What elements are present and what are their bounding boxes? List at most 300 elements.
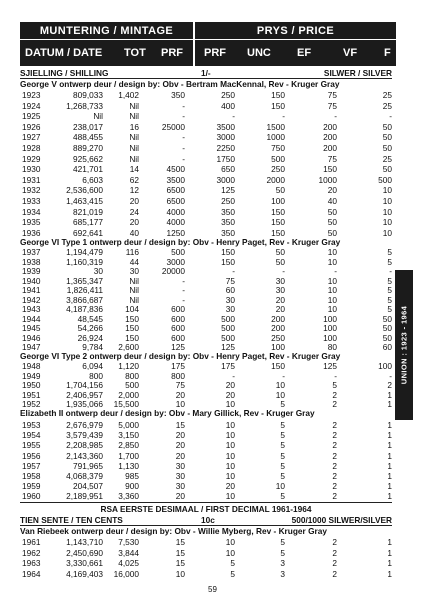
cell-price-vf: 150 [323,164,337,175]
cell-price-vf: 20 [327,185,337,196]
table-row [20,196,392,206]
cell-price-f: 60 [382,342,392,352]
cell-price-ef: 5 [280,537,285,547]
cell-year: 1931 [22,174,41,185]
cell-year: 1939 [22,266,41,276]
cell-price-vf: 5 [332,380,337,390]
cell-price-vf: 10 [327,294,337,305]
table-row [20,461,392,471]
cell-price-prf: 600 [171,323,185,333]
cell-price-vf: 2 [332,537,337,547]
design-heading: George VI Type 2 ontwerp deur / design by: Obv - Henry Paget, Rev - Kruger Gray [20,351,341,361]
cell-tot: 3,579,439 [66,430,103,441]
cell-price-prf: - [182,132,185,143]
cell-price-f: 500 [378,174,392,185]
cell-year: 1945 [22,323,41,333]
section-metal: SILWER / SILVER [323,68,392,78]
cell-price-ef: 150 [271,217,285,228]
section-name: SJIELLING / SHILLING [20,68,109,78]
table-row [20,380,392,390]
cell-price-vf: 2 [332,440,337,451]
cell-price-vf: 2 [332,460,337,471]
cell-price-vf: 2 [332,430,337,441]
cell-price-vf: 75 [327,90,337,100]
cell-price-f: 1 [387,547,392,558]
cell-prf: Nil [129,294,139,305]
cell-price-prf: 30 [175,460,185,471]
decimal-title: RSA EERSTE DESIMAAL / FIRST DECIMAL 1961-1964 [100,504,312,514]
cell-year: 1964 [22,568,41,579]
cell-price-vf: 10 [327,247,337,257]
cell-price-unc: 10 [225,547,235,558]
cell-price-unc: 10 [225,537,235,547]
cell-price-vf: 10 [327,304,337,314]
cell-price-f: 1 [387,399,392,409]
cell-price-vf: 100 [323,323,337,333]
table-row [20,314,392,324]
cell-price-vf: 10 [327,275,337,286]
cell-prf: 2,600 [118,342,139,352]
cell-year: 1929 [22,153,41,164]
cell-price-prf: 30 [175,471,185,481]
table-row [20,537,392,547]
cell-price-prf: 20 [175,440,185,451]
cell-price-ef: 150 [271,100,285,111]
cell-price-ef: 200 [271,313,285,324]
cell-tot: 48,545 [77,313,103,324]
cell-price-prf: 600 [171,304,185,314]
cell-price-prf: 600 [171,332,185,343]
table-row [20,285,392,295]
cell-price-vf: 100 [323,332,337,343]
cell-price-ef: - [282,266,285,276]
cell-price-ef: 500 [271,153,285,164]
cell-year: 1930 [22,164,41,175]
cell-year: 1955 [22,440,41,451]
cell-price-f: 1 [387,450,392,461]
cell-price-prf: 600 [171,313,185,324]
cell-price-f: 1 [387,440,392,451]
cell-price-vf: 2 [332,420,337,430]
cell-tot: 1,704,156 [66,380,103,390]
cell-year: 1942 [22,294,41,305]
cell-price-unc: 20 [225,481,235,492]
cell-price-f: 10 [382,196,392,206]
cell-price-prf: 20 [175,430,185,441]
table-row [20,247,392,257]
cell-price-prf: 4000 [166,217,185,228]
cell-year: 1948 [22,361,41,371]
cell-price-prf: 10 [175,399,185,409]
cell-price-ef: 750 [271,143,285,153]
table-row [20,154,392,164]
cell-prf: 2,000 [118,389,139,400]
cell-price-unc: 3500 [216,121,235,132]
cell-price-unc: 400 [221,100,235,111]
cell-prf: 16 [129,121,139,132]
mintage-column-headers [20,40,193,66]
cell-tot: 2,406,957 [66,389,103,400]
table-row [20,451,392,461]
cell-price-unc: 10 [225,399,235,409]
price-header-label: PRYS / PRICE [256,24,335,37]
cell-prf: 1,130 [118,460,139,471]
cell-tot: 2,208,985 [66,440,103,451]
cell-price-ef: 3 [280,558,285,569]
section-denomination: 10c [201,515,215,525]
section-title-decimal [20,504,392,514]
cell-price-ef: 150 [271,361,285,371]
cell-price-ef: 50 [275,256,285,267]
cell-tot: 9,784 [82,342,103,352]
cell-price-f: 1 [387,537,392,547]
cell-price-ef: 5 [280,420,285,430]
cell-price-ef: 50 [275,185,285,196]
cell-price-prf: 6500 [166,196,185,206]
col-header-vf: VF [343,47,358,59]
cell-prf: 12 [129,185,139,196]
cell-prf: Nil [129,153,139,164]
cell-prf: 150 [125,313,139,324]
cell-tot: 800 [89,370,103,381]
cell-year: 1923 [22,90,41,100]
cell-price-prf: 1250 [166,227,185,238]
cell-price-prf: 75 [175,380,185,390]
section-name: TIEN SENTE / TEN CENTS [20,515,123,525]
cell-prf: 30 [129,266,139,276]
divider [20,502,392,503]
mintage-header [20,22,193,39]
table-row [20,569,392,579]
cell-tot: 54,266 [77,323,103,333]
cell-tot: 1,463,415 [66,196,103,206]
cell-prf: 20 [129,196,139,206]
cell-price-vf: 2 [332,547,337,558]
cell-price-unc: - [232,111,235,122]
cell-tot: 204,507 [73,481,103,492]
table-row [20,481,392,491]
table-row [20,276,392,286]
cell-price-f: 10 [382,217,392,228]
table-row [20,390,392,400]
table-row [20,333,392,343]
cell-price-unc: 10 [225,420,235,430]
design-heading: Van Riebeek ontwerp deur / design by: Obv - Willie Myberg, Rev - Kruger Gray [20,526,327,536]
mintage-header-label: MUNTERING / MINTAGE [39,24,174,37]
cell-tot: 1,935,066 [66,399,103,409]
cell-price-unc: 30 [225,304,235,314]
cell-price-prf: 4500 [166,164,185,175]
cell-prf: 2,850 [118,440,139,451]
cell-tot: 4,068,379 [66,471,103,481]
cell-tot: 26,924 [77,332,103,343]
cell-price-f: 25 [382,153,392,164]
table-row [20,143,392,153]
cell-price-prf: 20 [175,450,185,461]
cell-tot: 4,169,403 [66,568,103,579]
cell-price-vf: 10 [327,256,337,267]
cell-price-ef: 150 [271,227,285,238]
cell-price-ef: 20 [275,304,285,314]
cell-prf: 16,000 [113,568,139,579]
cell-year: 1949 [22,370,41,381]
cell-price-f: 50 [382,332,392,343]
cell-price-unc: 1750 [216,153,235,164]
cell-price-vf: 75 [327,100,337,111]
cell-price-prf: - [182,111,185,122]
cell-price-prf: - [182,294,185,305]
table-row [20,430,392,440]
cell-price-prf: - [182,153,185,164]
cell-price-prf: 25000 [161,121,185,132]
cell-price-f: 1 [387,471,392,481]
cell-prf: 3,360 [118,491,139,502]
cell-price-prf: 175 [171,361,185,371]
cell-price-prf: 20 [175,389,185,400]
cell-price-f: 1 [387,389,392,400]
cell-price-ef: 5 [280,450,285,461]
cell-price-vf: 2 [332,491,337,502]
col-header-prf: PRF [161,47,183,59]
cell-prf: 15,500 [113,399,139,409]
col-header-unc: UNC [247,47,271,59]
cell-tot: 2,536,600 [66,185,103,196]
cell-price-unc: 60 [225,285,235,295]
cell-tot: 6,094 [82,361,103,371]
cell-price-f: 1 [387,568,392,579]
cell-price-unc: 10 [225,491,235,502]
cell-prf: Nil [129,285,139,295]
cell-year: 1953 [22,420,41,430]
cell-prf: 7,530 [118,537,139,547]
cell-tot: 1,268,733 [66,100,103,111]
cell-price-unc: 3000 [216,132,235,143]
cell-price-prf: - [182,285,185,295]
table-row [20,295,392,305]
cell-price-ef: 150 [271,206,285,217]
cell-prf: 500 [125,380,139,390]
cell-tot: 421,701 [73,164,103,175]
cell-year: 1947 [22,342,41,352]
cell-price-f: 25 [382,90,392,100]
cell-price-unc: 500 [221,313,235,324]
table-row [20,420,392,430]
section-heading-shilling [20,68,392,78]
col-header-date: DATUM / DATE [25,47,103,59]
cell-price-vf: 2 [332,568,337,579]
cell-price-ef: 100 [271,196,285,206]
cell-price-unc: 10 [225,430,235,441]
table-row [20,164,392,174]
table-row [20,304,392,314]
cell-price-unc: 10 [225,471,235,481]
cell-price-unc: 125 [221,342,235,352]
cell-prf: 1,120 [118,361,139,371]
cell-price-ef: 5 [280,440,285,451]
cell-price-prf: 10 [175,568,185,579]
cell-price-vf: 2 [332,558,337,569]
cell-price-f: 1 [387,430,392,441]
cell-year: 1936 [22,227,41,238]
cell-price-f: 50 [382,164,392,175]
cell-price-ef: 10 [275,389,285,400]
cell-year: 1957 [22,460,41,471]
cell-price-unc: 10 [225,460,235,471]
table-row [20,132,392,142]
cell-prf: Nil [129,275,139,286]
cell-tot: 692,641 [73,227,103,238]
cell-price-vf: - [334,266,337,276]
cell-price-ef: - [282,111,285,122]
cell-year: 1960 [22,491,41,502]
cell-price-prf: 3000 [166,256,185,267]
table-row [20,111,392,121]
cell-price-f: 5 [387,247,392,257]
cell-year: 1958 [22,471,41,481]
cell-price-vf: 2 [332,481,337,492]
cell-year: 1937 [22,247,41,257]
cell-price-f: 1 [387,481,392,492]
cell-tot: 1,143,710 [66,537,103,547]
table-row [20,548,392,558]
cell-price-ef: 30 [275,285,285,295]
cell-price-prf: 3500 [166,174,185,185]
cell-prf: 3,844 [118,547,139,558]
section-heading-ten-cents [20,515,392,525]
cell-price-unc: 650 [221,164,235,175]
cell-year: 1927 [22,132,41,143]
cell-price-unc: - [232,266,235,276]
cell-year: 1954 [22,430,41,441]
cell-price-ef: 30 [275,275,285,286]
cell-prf: 5,000 [118,420,139,430]
cell-price-vf: 75 [327,153,337,164]
cell-price-prf: 20000 [161,266,185,276]
cell-price-prf: 15 [175,558,185,569]
cell-price-f: 2 [387,380,392,390]
cell-price-f: 1 [387,420,392,430]
cell-price-prf: - [182,275,185,286]
cell-prf: 4,025 [118,558,139,569]
table-row [20,491,392,501]
cell-price-prf: 20 [175,491,185,502]
section-metal: 500/1000 SILWER/SILVER [291,515,392,525]
cell-price-ef: 5 [280,399,285,409]
cell-price-ef: 50 [275,247,285,257]
cell-tot: 4,187,836 [66,304,103,314]
cell-price-unc: 350 [221,227,235,238]
price-header [195,22,396,39]
cell-price-vf: 1000 [318,174,337,185]
table-row [20,122,392,132]
cell-tot: 1,826,411 [66,285,103,295]
cell-price-vf: 40 [327,196,337,206]
section-denomination: 1/- [201,68,211,78]
side-tab-label: UNION : 1923 - 1964 [399,305,409,385]
cell-price-unc: 10 [225,440,235,451]
design-heading: Elizabeth II ontwerp deur / design by: Obv - Mary Gillick, Rev - Kruger Gray [20,408,315,418]
table-row [20,371,392,381]
cell-tot: 685,177 [73,217,103,228]
cell-price-ef: 2000 [266,174,285,185]
cell-price-prf: - [182,100,185,111]
cell-price-prf: 30 [175,481,185,492]
cell-price-unc: 350 [221,217,235,228]
cell-price-unc: 10 [225,450,235,461]
table-row [20,323,392,333]
cell-prf: 900 [125,481,139,492]
cell-tot: 1,365,347 [66,275,103,286]
cell-prf: 3,150 [118,430,139,441]
cell-year: 1962 [22,547,41,558]
cell-price-unc: 150 [221,247,235,257]
cell-price-f: - [389,266,392,276]
cell-price-prf: 4000 [166,206,185,217]
cell-price-ef: 250 [271,164,285,175]
cell-price-ef: - [282,370,285,381]
cell-year: 1956 [22,450,41,461]
table-row [20,185,392,195]
cell-price-prf: 125 [171,342,185,352]
cell-prf: 1,402 [118,90,139,100]
cell-price-unc: 500 [221,332,235,343]
table-row [20,207,392,217]
cell-prf: Nil [129,143,139,153]
cell-tot: 2,143,360 [66,450,103,461]
cell-price-vf: 125 [323,361,337,371]
cell-price-prf: 350 [171,90,185,100]
cell-year: 1946 [22,332,41,343]
cell-price-unc: 350 [221,206,235,217]
cell-price-f: 5 [387,285,392,295]
table-row [20,90,392,100]
cell-tot: 3,866,687 [66,294,103,305]
cell-price-f: 10 [382,206,392,217]
cell-prf: 24 [129,206,139,217]
cell-price-ef: 1500 [266,121,285,132]
cell-price-f: 5 [387,294,392,305]
design-heading: George VI Type 1 ontwerp deur / design by: Obv - Henry Paget, Rev - Kruger Gray [20,237,341,247]
cell-prf: 104 [125,304,139,314]
cell-tot: 2,189,951 [66,491,103,502]
cell-price-ef: 5 [280,430,285,441]
cell-prf: 20 [129,217,139,228]
cell-price-f: 10 [382,227,392,238]
cell-price-unc: 3000 [216,174,235,185]
cell-prf: 116 [125,247,139,257]
cell-price-f: 100 [378,361,392,371]
cell-year: 1943 [22,304,41,314]
cell-price-ef: 20 [275,294,285,305]
cell-price-ef: 5 [280,460,285,471]
cell-prf: Nil [129,111,139,122]
cell-year: 1926 [22,121,41,132]
cell-tot: 488,455 [73,132,103,143]
cell-year: 1944 [22,313,41,324]
cell-year: 1938 [22,256,41,267]
cell-price-f: 50 [382,313,392,324]
cell-prf: Nil [129,132,139,143]
cell-prf: 150 [125,323,139,333]
design-heading: George V ontwerp deur / design by: Obv - Bertram MacKennal, Rev - Kruger Gray [20,79,340,89]
table-row [20,257,392,267]
cell-price-vf: 200 [323,132,337,143]
table-row [20,217,392,227]
cell-price-ef: 250 [271,332,285,343]
cell-price-f: 50 [382,132,392,143]
cell-price-vf: 50 [327,206,337,217]
cell-tot: 821,019 [73,206,103,217]
